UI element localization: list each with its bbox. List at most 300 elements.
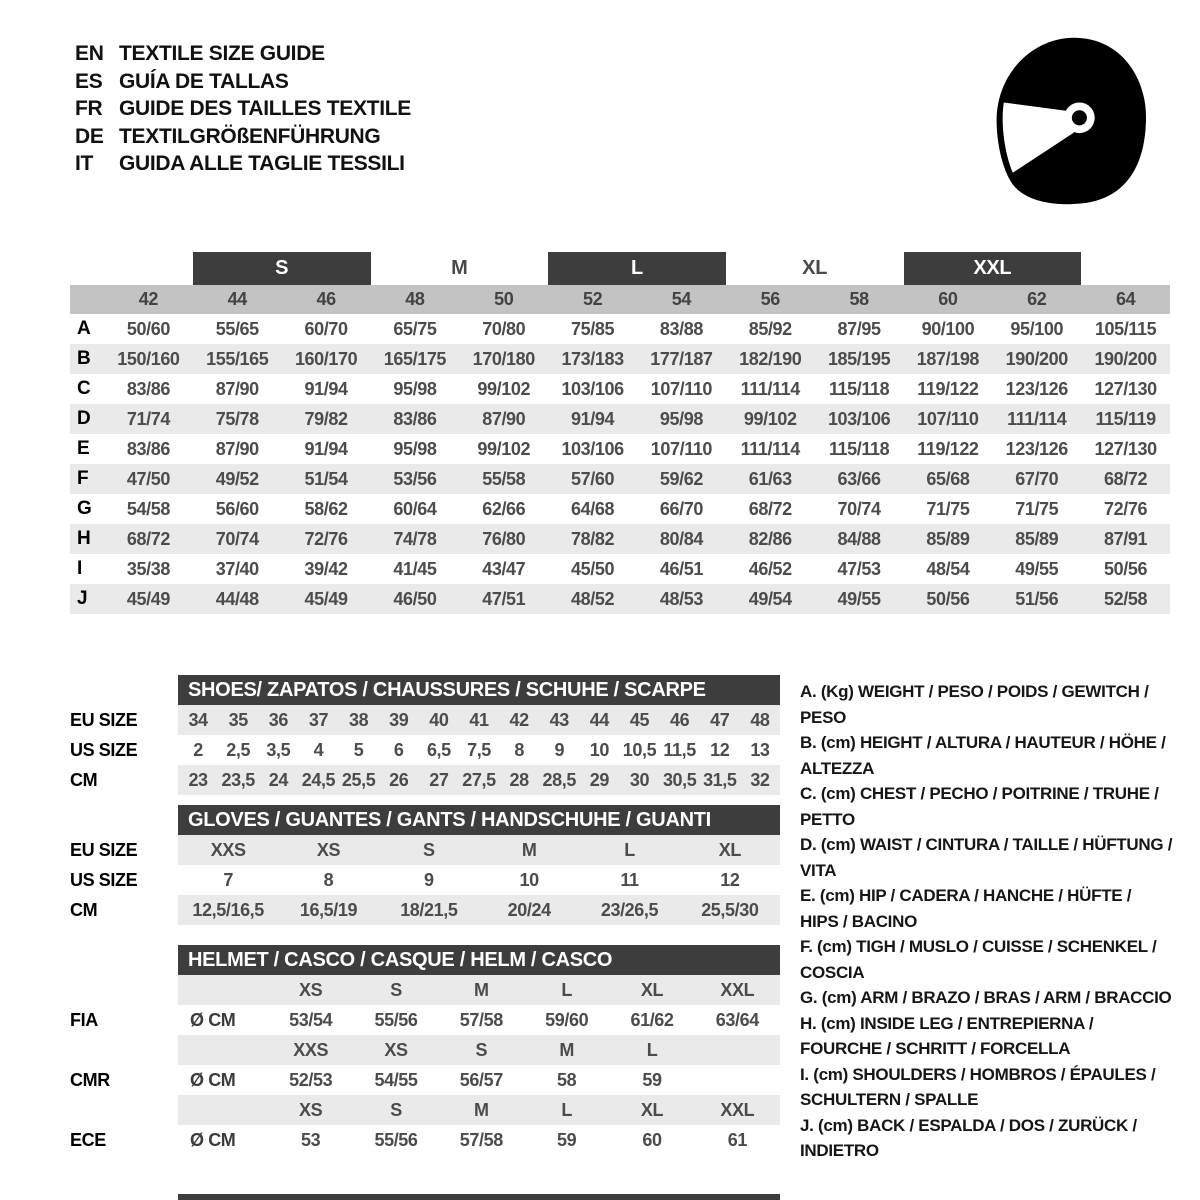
shoes-header-row xyxy=(70,675,780,705)
shoes-value: 32 xyxy=(750,769,770,790)
measurement-value: 58/62 xyxy=(304,498,348,519)
measurement-value: 107/110 xyxy=(917,408,979,429)
helmet-value: 57/58 xyxy=(459,1009,503,1030)
shoes-value: 2 xyxy=(193,739,203,760)
legend-item: I. (cm) SHOULDERS / HOMBROS / ÉPAULES / SCHULTERN / SPALLE xyxy=(800,1064,1156,1109)
measurement-value: 45/49 xyxy=(304,588,348,609)
measurement-value: 71/75 xyxy=(1015,498,1059,519)
shoes-value: 23 xyxy=(188,769,208,790)
measurement-value: 83/86 xyxy=(393,408,437,429)
size-band-s: S xyxy=(193,252,371,285)
shoes-row xyxy=(70,735,780,765)
helmet-value: L xyxy=(561,979,572,1000)
size-number: 52 xyxy=(582,289,603,309)
shoes-value: 26 xyxy=(389,769,409,790)
helmet-table xyxy=(70,945,780,1155)
helmet-values xyxy=(178,1125,780,1155)
language-title-list xyxy=(75,40,411,178)
helmet-value: XL xyxy=(640,979,664,1000)
shoes-value: 6 xyxy=(393,739,404,760)
measurement-value: 70/80 xyxy=(482,318,526,339)
measurement-value: 115/118 xyxy=(828,378,890,399)
measurement-value: 107/110 xyxy=(650,378,713,399)
measurement-value: 46/50 xyxy=(393,588,437,609)
shoes-value: 28,5 xyxy=(542,769,576,790)
helmet-title-bar: HELMET / CASCO / CASQUE / HELM / CASCO xyxy=(178,945,780,975)
measurement-value: 63/66 xyxy=(837,468,881,489)
shoes-value: 43 xyxy=(549,709,569,730)
measurement-value: 71/75 xyxy=(926,498,970,519)
helmet-value: 58 xyxy=(557,1069,577,1090)
helmet-value: 55/56 xyxy=(374,1009,418,1030)
measurement-value: 99/102 xyxy=(477,378,531,399)
gloves-row-label: EU SIZE xyxy=(70,839,138,860)
shoes-value: 7,5 xyxy=(467,739,491,760)
measurement-value: 50/56 xyxy=(926,588,970,609)
shoes-values xyxy=(178,735,780,765)
row-letter: C xyxy=(77,378,91,399)
guide-title: GUIDE DES TAILLES TEXTILE xyxy=(119,97,411,120)
size-number: 44 xyxy=(227,289,247,309)
gloves-row-label: CM xyxy=(70,899,98,920)
language-row-es xyxy=(75,68,411,96)
measurement-value: 95/98 xyxy=(393,438,437,459)
gloves-table xyxy=(70,805,780,925)
legend-item: A. (Kg) WEIGHT / PESO / POIDS / GEWITCH / PESO xyxy=(800,682,1149,727)
measurement-value: 71/74 xyxy=(126,408,170,429)
shoes-value: 40 xyxy=(429,709,449,730)
gloves-value: 12 xyxy=(720,869,740,890)
gloves-value: XL xyxy=(718,839,741,860)
row-letter: F xyxy=(77,468,89,489)
measurement-value: 170/180 xyxy=(472,348,535,369)
measurement-value: 47/51 xyxy=(482,588,526,609)
row-letter: G xyxy=(77,498,92,519)
measurement-value: 80/84 xyxy=(659,528,703,549)
row-letter: A xyxy=(77,318,91,339)
helmet-value: 60 xyxy=(642,1129,662,1150)
shoes-value: 27,5 xyxy=(462,769,496,790)
shoes-row xyxy=(70,705,780,735)
helmet-value: L xyxy=(561,1099,572,1120)
guide-title: TEXTILGRÖßENFÜHRUNG xyxy=(119,124,381,148)
measurement-value: 49/54 xyxy=(748,588,792,609)
measurement-value: 47/50 xyxy=(126,468,170,489)
measurement-value: 85/92 xyxy=(748,318,792,339)
measurement-value: 111/114 xyxy=(740,438,800,459)
textile-row-c xyxy=(70,374,1170,404)
measurement-value: 127/130 xyxy=(1094,378,1157,399)
helmet-value: 56/57 xyxy=(459,1069,503,1090)
row-letter: D xyxy=(77,408,91,429)
helmet-value: S xyxy=(475,1039,488,1060)
shoes-title-bar: SHOES/ ZAPATOS / CHAUSSURES / SCHUHE / SCARPE xyxy=(178,675,780,705)
legend-item: C. (cm) CHEST / PECHO / POITRINE / TRUHE / PETTO xyxy=(800,784,1159,829)
helmet-value: 52/53 xyxy=(289,1069,333,1090)
measurement-value: 91/94 xyxy=(304,438,348,459)
shoes-value: 46 xyxy=(670,709,690,730)
helmet-header-row xyxy=(70,945,780,975)
measurement-value: 190/200 xyxy=(1094,348,1157,369)
measurement-value: 160/170 xyxy=(294,348,358,369)
measurement-value: 85/89 xyxy=(926,528,970,549)
measurement-legend xyxy=(800,679,1174,1164)
helmet-value: 61 xyxy=(727,1129,747,1150)
measurement-value: 60/70 xyxy=(304,318,348,339)
legend-item: B. (cm) HEIGHT / ALTURA / HAUTEUR / HÖHE / ALTEZZA xyxy=(800,733,1166,778)
shoes-row-label: US SIZE xyxy=(70,739,138,760)
textile-row-d xyxy=(70,404,1170,434)
shoes-value: 8 xyxy=(514,739,524,760)
shoes-value: 2,5 xyxy=(226,739,251,760)
language-row-de xyxy=(75,123,411,151)
size-band-xxl: XXL xyxy=(904,252,1082,285)
language-row-it xyxy=(75,150,411,178)
measurement-value: 103/106 xyxy=(561,378,624,399)
gloves-value: 8 xyxy=(323,869,334,890)
measurement-value: 87/95 xyxy=(837,318,881,339)
helmet-value: 55/56 xyxy=(374,1129,418,1150)
shoes-value: 29 xyxy=(589,769,609,790)
measurement-value: 49/52 xyxy=(215,468,259,489)
measurement-value: 46/51 xyxy=(659,558,703,579)
measurement-value: 45/50 xyxy=(571,558,615,579)
measurement-value: 95/98 xyxy=(659,408,703,429)
measurement-value: 87/90 xyxy=(215,378,259,399)
shoes-row-label: EU SIZE xyxy=(70,709,138,730)
measurement-value: 155/165 xyxy=(206,348,269,369)
measurement-value: 44/48 xyxy=(215,588,259,609)
shoes-value: 13 xyxy=(750,739,770,760)
measurement-value: 46/52 xyxy=(748,558,792,579)
measurement-value: 68/72 xyxy=(126,528,170,549)
row-letter: I xyxy=(77,558,82,579)
textile-row-i xyxy=(70,554,1170,584)
measurement-value: 51/54 xyxy=(304,468,348,489)
textile-row-j xyxy=(70,584,1170,614)
helmet-values xyxy=(178,1035,780,1065)
gloves-values xyxy=(178,895,780,925)
shoes-row xyxy=(70,765,780,795)
guide-title: GUIDA ALLE TAGLIE TESSILI xyxy=(119,152,405,175)
helmet-row-sizes xyxy=(70,1035,780,1065)
gloves-value: 16,5/19 xyxy=(299,899,358,920)
measurement-value: 47/53 xyxy=(837,558,881,579)
shoes-row-label: CM xyxy=(70,769,98,790)
helmet-value: M xyxy=(559,1039,574,1060)
shoes-value: 35 xyxy=(228,709,248,730)
measurement-value: 173/183 xyxy=(561,348,624,369)
measurement-value: 185/195 xyxy=(827,348,891,369)
textile-row-e xyxy=(70,434,1170,464)
shoes-value: 31,5 xyxy=(703,769,737,790)
row-letter: J xyxy=(77,588,88,609)
helmet-value: 59/60 xyxy=(545,1009,589,1030)
shoes-value: 30,5 xyxy=(662,769,697,790)
measurement-value: 84/88 xyxy=(837,528,881,549)
row-letter: B xyxy=(77,348,91,369)
size-number: 60 xyxy=(938,289,958,309)
helmet-value: XXS xyxy=(293,1039,329,1060)
measurement-value: 43/47 xyxy=(482,558,526,579)
size-band-m: M xyxy=(451,257,468,279)
measurement-value: 90/100 xyxy=(921,318,975,339)
standard-label xyxy=(70,1095,178,1125)
size-number: 46 xyxy=(316,289,336,309)
standard-label: FIA xyxy=(70,1009,98,1030)
shoes-value: 42 xyxy=(509,709,529,730)
measurement-value: 83/86 xyxy=(126,438,170,459)
measurement-value: 52/58 xyxy=(1104,588,1148,609)
measurement-value: 48/53 xyxy=(659,588,703,609)
measurement-value: 53/56 xyxy=(393,468,437,489)
measurement-value: 72/76 xyxy=(1104,498,1148,519)
measurement-value: 165/175 xyxy=(383,348,447,369)
cropped-section-bar xyxy=(178,1194,780,1200)
helmet-row-cmr xyxy=(70,1065,780,1095)
shoes-value: 5 xyxy=(353,739,364,760)
measurement-value: 78/82 xyxy=(571,528,615,549)
measurement-value: 48/54 xyxy=(926,558,970,579)
guide-title: GUÍA DE TALLAS xyxy=(119,69,289,93)
measurement-value: 85/89 xyxy=(1015,528,1059,549)
measurement-value: 59/62 xyxy=(659,468,703,489)
measurement-value: 107/110 xyxy=(650,438,713,459)
shoes-value: 23,5 xyxy=(221,769,255,790)
shoes-value: 44 xyxy=(589,709,609,730)
diameter-unit-label: Ø CM xyxy=(190,1009,236,1030)
helmet-value: M xyxy=(474,979,489,1000)
shoes-values xyxy=(178,765,780,795)
diameter-unit-label: Ø CM xyxy=(190,1129,236,1150)
measurement-value: 55/65 xyxy=(215,318,259,339)
gloves-values xyxy=(178,865,780,895)
measurement-value: 65/68 xyxy=(926,468,970,489)
measurement-value: 119/122 xyxy=(917,378,979,399)
shoes-value: 36 xyxy=(268,709,288,730)
measurement-value: 55/58 xyxy=(482,468,526,489)
measurement-value: 68/72 xyxy=(748,498,792,519)
measurement-value: 45/49 xyxy=(126,588,170,609)
measurement-value: 119/122 xyxy=(917,438,979,459)
shoes-value: 48 xyxy=(750,709,770,730)
measurement-value: 95/100 xyxy=(1010,318,1064,339)
shoes-value: 24 xyxy=(268,769,288,790)
helmet-value: XS xyxy=(299,1099,323,1120)
row-letter: H xyxy=(77,528,91,549)
shoes-value: 30 xyxy=(629,769,650,790)
gloves-value: 25,5/30 xyxy=(701,899,759,920)
measurement-value: 111/114 xyxy=(740,378,800,399)
shoes-value: 12 xyxy=(710,739,730,760)
measurement-value: 35/38 xyxy=(126,558,170,579)
measurement-value: 150/160 xyxy=(117,348,180,369)
measurement-value: 177/187 xyxy=(650,348,713,369)
gloves-title-bar: GLOVES / GUANTES / GANTS / HANDSCHUHE / GUANTI xyxy=(178,805,780,835)
numeric-size-row xyxy=(70,285,1170,314)
measurement-value: 103/106 xyxy=(827,408,891,429)
shoes-value: 11,5 xyxy=(663,739,696,760)
measurement-value: 75/78 xyxy=(215,408,259,429)
measurement-value: 49/55 xyxy=(1015,558,1059,579)
measurement-value: 79/82 xyxy=(304,408,348,429)
measurement-value: 87/91 xyxy=(1104,528,1148,549)
helmet-value: XXL xyxy=(720,1099,755,1120)
diameter-unit-label: Ø CM xyxy=(190,1069,236,1090)
helmet-value: 53/54 xyxy=(289,1009,333,1030)
measurement-value: 74/78 xyxy=(393,528,437,549)
measurement-value: 87/90 xyxy=(482,408,526,429)
measurement-value: 39/42 xyxy=(304,558,348,579)
helmet-value: 59 xyxy=(557,1129,577,1150)
textile-row-a xyxy=(70,314,1170,344)
measurement-value: 91/94 xyxy=(571,408,615,429)
size-number: 56 xyxy=(760,289,780,309)
gloves-value: 11 xyxy=(620,869,639,890)
shoes-value: 10 xyxy=(589,739,609,760)
textile-row-b xyxy=(70,344,1170,374)
corner-cell xyxy=(70,285,104,314)
legend-item: D. (cm) WAIST / CINTURA / TAILLE / HÜFTUNG / VITA xyxy=(800,835,1173,880)
measurement-value: 190/200 xyxy=(1005,348,1068,369)
racing-helmet-icon xyxy=(975,28,1155,213)
helmet-value: S xyxy=(390,979,402,1000)
measurement-value: 62/66 xyxy=(482,498,526,519)
measurement-value: 103/106 xyxy=(561,438,624,459)
measurement-value: 50/56 xyxy=(1104,558,1148,579)
language-code: ES xyxy=(75,69,103,93)
size-number: 62 xyxy=(1027,289,1047,309)
measurement-value: 91/94 xyxy=(304,378,348,399)
measurement-value: 99/102 xyxy=(743,408,797,429)
measurement-value: 82/86 xyxy=(748,528,792,549)
helmet-values xyxy=(178,975,780,1005)
helmet-row-ece xyxy=(70,1125,780,1155)
size-band-xl: XL xyxy=(802,257,828,279)
size-number: 42 xyxy=(138,289,159,309)
helmet-value: 63/64 xyxy=(715,1009,759,1030)
gloves-value: 18/21,5 xyxy=(400,899,458,920)
shoes-value: 24,5 xyxy=(301,769,336,790)
helmet-value: 54/55 xyxy=(374,1069,418,1090)
size-band-row xyxy=(70,252,1170,285)
shoes-value: 10,5 xyxy=(622,739,657,760)
helmet-value: XXL xyxy=(720,979,755,1000)
language-code: EN xyxy=(75,42,104,65)
measurement-value: 48/52 xyxy=(571,588,615,609)
legend-item: F. (cm) TIGH / MUSLO / CUISSE / SCHENKEL / COSCIA xyxy=(800,937,1157,982)
shoes-value: 38 xyxy=(348,709,369,730)
textile-row-h xyxy=(70,524,1170,554)
accessory-tables xyxy=(70,675,780,1155)
gloves-row xyxy=(70,865,780,895)
measurement-value: 57/60 xyxy=(571,468,615,489)
shoes-value: 9 xyxy=(554,739,565,760)
size-band-l: L xyxy=(548,252,726,285)
row-letter: E xyxy=(77,438,90,459)
helmet-row-sizes xyxy=(70,1095,780,1125)
measurement-value: 49/55 xyxy=(837,588,881,609)
gloves-value: 23/26,5 xyxy=(600,899,659,920)
measurement-value: 76/80 xyxy=(482,528,526,549)
language-row-fr xyxy=(75,95,411,123)
measurement-value: 83/88 xyxy=(659,318,703,339)
gloves-row xyxy=(70,835,780,865)
shoes-value: 41 xyxy=(469,709,489,730)
measurement-value: 37/40 xyxy=(215,558,259,579)
shoes-value: 27 xyxy=(429,769,449,790)
measurement-value: 127/130 xyxy=(1094,438,1157,459)
helmet-values xyxy=(178,1095,780,1125)
measurement-value: 105/115 xyxy=(1094,318,1157,339)
gloves-value: 10 xyxy=(519,869,539,890)
measurement-value: 70/74 xyxy=(215,528,259,549)
gloves-value: 7 xyxy=(223,869,233,890)
shoes-value: 34 xyxy=(188,709,208,730)
measurement-value: 182/190 xyxy=(739,348,802,369)
standard-label: CMR xyxy=(70,1069,110,1090)
helmet-value: M xyxy=(474,1099,489,1120)
helmet-value: 59 xyxy=(642,1069,662,1090)
measurement-value: 64/68 xyxy=(571,498,615,519)
textile-row-g xyxy=(70,494,1170,524)
helmet-value: S xyxy=(390,1099,402,1120)
helmet-value: L xyxy=(646,1039,658,1060)
size-number: 54 xyxy=(671,289,692,309)
helmet-value: 53 xyxy=(301,1129,321,1150)
measurement-value: 56/60 xyxy=(215,498,259,519)
measurement-value: 72/76 xyxy=(304,528,348,549)
helmet-values xyxy=(178,1065,780,1095)
legend-item: J. (cm) BACK / ESPALDA / DOS / ZURÜCK / INDIETRO xyxy=(800,1115,1137,1160)
language-code: DE xyxy=(75,124,104,148)
language-code: IT xyxy=(75,152,94,175)
helmet-value: 57/58 xyxy=(459,1129,503,1150)
measurement-value: 61/63 xyxy=(748,468,792,489)
gloves-value: 20/24 xyxy=(507,899,551,920)
helmet-value: XS xyxy=(384,1039,408,1060)
measurement-value: 83/86 xyxy=(126,378,170,399)
language-row-en xyxy=(75,40,411,68)
shoes-value: 4 xyxy=(313,739,324,760)
gloves-value: 9 xyxy=(424,869,434,890)
gloves-value: S xyxy=(423,839,435,860)
gloves-values xyxy=(178,835,780,865)
helmet-value: XL xyxy=(640,1099,664,1120)
language-code: FR xyxy=(75,97,103,120)
measurement-value: 87/90 xyxy=(215,438,259,459)
measurement-value: 75/85 xyxy=(571,318,615,339)
measurement-value: 95/98 xyxy=(393,378,437,399)
gloves-value: M xyxy=(521,839,537,860)
measurement-value: 50/60 xyxy=(126,318,170,339)
measurement-value: 115/119 xyxy=(1095,408,1156,429)
measurement-value: 123/126 xyxy=(1005,438,1068,459)
measurement-value: 187/198 xyxy=(916,348,980,369)
shoes-table xyxy=(70,675,780,795)
legend-item: E. (cm) HIP / CADERA / HANCHE / HÜFTE / HIPS / BACINO xyxy=(800,886,1132,931)
gloves-value: L xyxy=(624,839,635,860)
measurement-value: 60/64 xyxy=(393,498,437,519)
helmet-value: 61/62 xyxy=(630,1009,674,1030)
shoes-value: 25,5 xyxy=(341,769,376,790)
measurement-value: 65/75 xyxy=(393,318,437,339)
shoes-value: 3,5 xyxy=(266,739,291,760)
measurement-value: 115/118 xyxy=(828,438,890,459)
size-number: 48 xyxy=(405,289,425,309)
guide-title: TEXTILE SIZE GUIDE xyxy=(119,42,325,65)
measurement-value: 67/70 xyxy=(1015,468,1059,489)
